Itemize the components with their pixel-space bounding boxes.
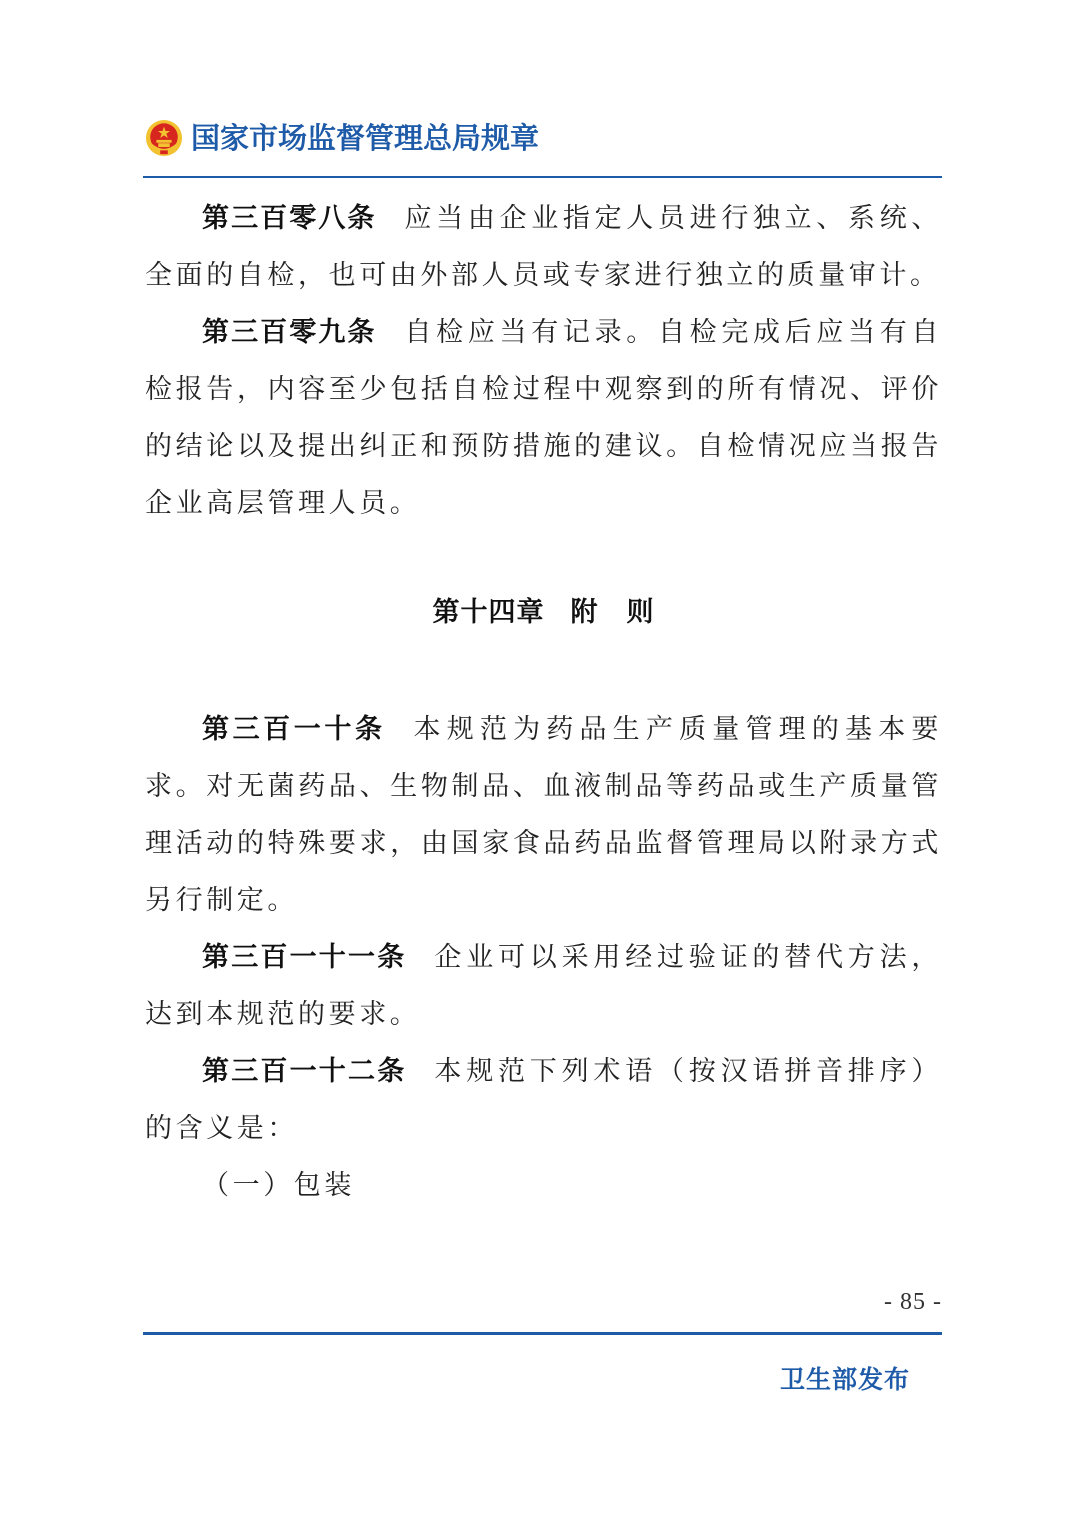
page-number: - 85 - <box>884 1289 942 1315</box>
article-paragraph <box>145 929 942 1043</box>
footer-divider <box>143 1332 942 1335</box>
article-number: 第三百一十一条 <box>202 942 407 973</box>
article-number: 第三百零八条 <box>202 203 377 234</box>
article-text: 企业可以采用经过验证的替代方法，达到本规范的要求。 <box>145 942 942 1030</box>
articles-bottom <box>145 701 942 1214</box>
article-text: 自检应当有记录。自检完成后应当有自检报告，内容至少包括自检过程中观察到的所有情况、评价的结论以及提出纠正和预防措施的建议。自检情况应当报告企业高层管理人员。 <box>145 317 943 519</box>
article-paragraph <box>145 304 942 532</box>
articles-top <box>145 190 942 532</box>
national-emblem-icon <box>145 119 183 157</box>
article-number: 第三百一十条 <box>202 714 386 745</box>
page-header <box>145 112 942 164</box>
article-number: 第三百一十二条 <box>202 1056 407 1087</box>
footer-publisher: 卫生部发布 <box>779 1365 910 1394</box>
article-paragraph <box>145 701 942 929</box>
article-text: 本规范为药品生产质量管理的基本要求。对无菌药品、生物制品、血液制品等药品或生产质量管理活动的特殊要求，由国家食品药品监督管理局以附录方式另行制定。 <box>145 714 942 916</box>
article-text: 应当由企业指定人员进行独立、系统、全面的自检，也可由外部人员或专家进行独立的质量审计。 <box>145 203 943 291</box>
chapter-title: 附 则 <box>570 597 655 628</box>
article-paragraph <box>145 190 942 304</box>
header-title: 国家市场监督管理总局规章 <box>191 120 540 155</box>
list-item: （一）包装 <box>202 1170 355 1201</box>
article-number: 第三百零九条 <box>202 317 377 348</box>
header-divider <box>143 176 942 178</box>
chapter-number: 第十四章 <box>432 597 545 628</box>
article-paragraph <box>145 1043 942 1157</box>
article-text: 本规范下列术语（按汉语拼音排序）的含义是： <box>145 1056 942 1144</box>
chapter-heading <box>145 590 942 636</box>
